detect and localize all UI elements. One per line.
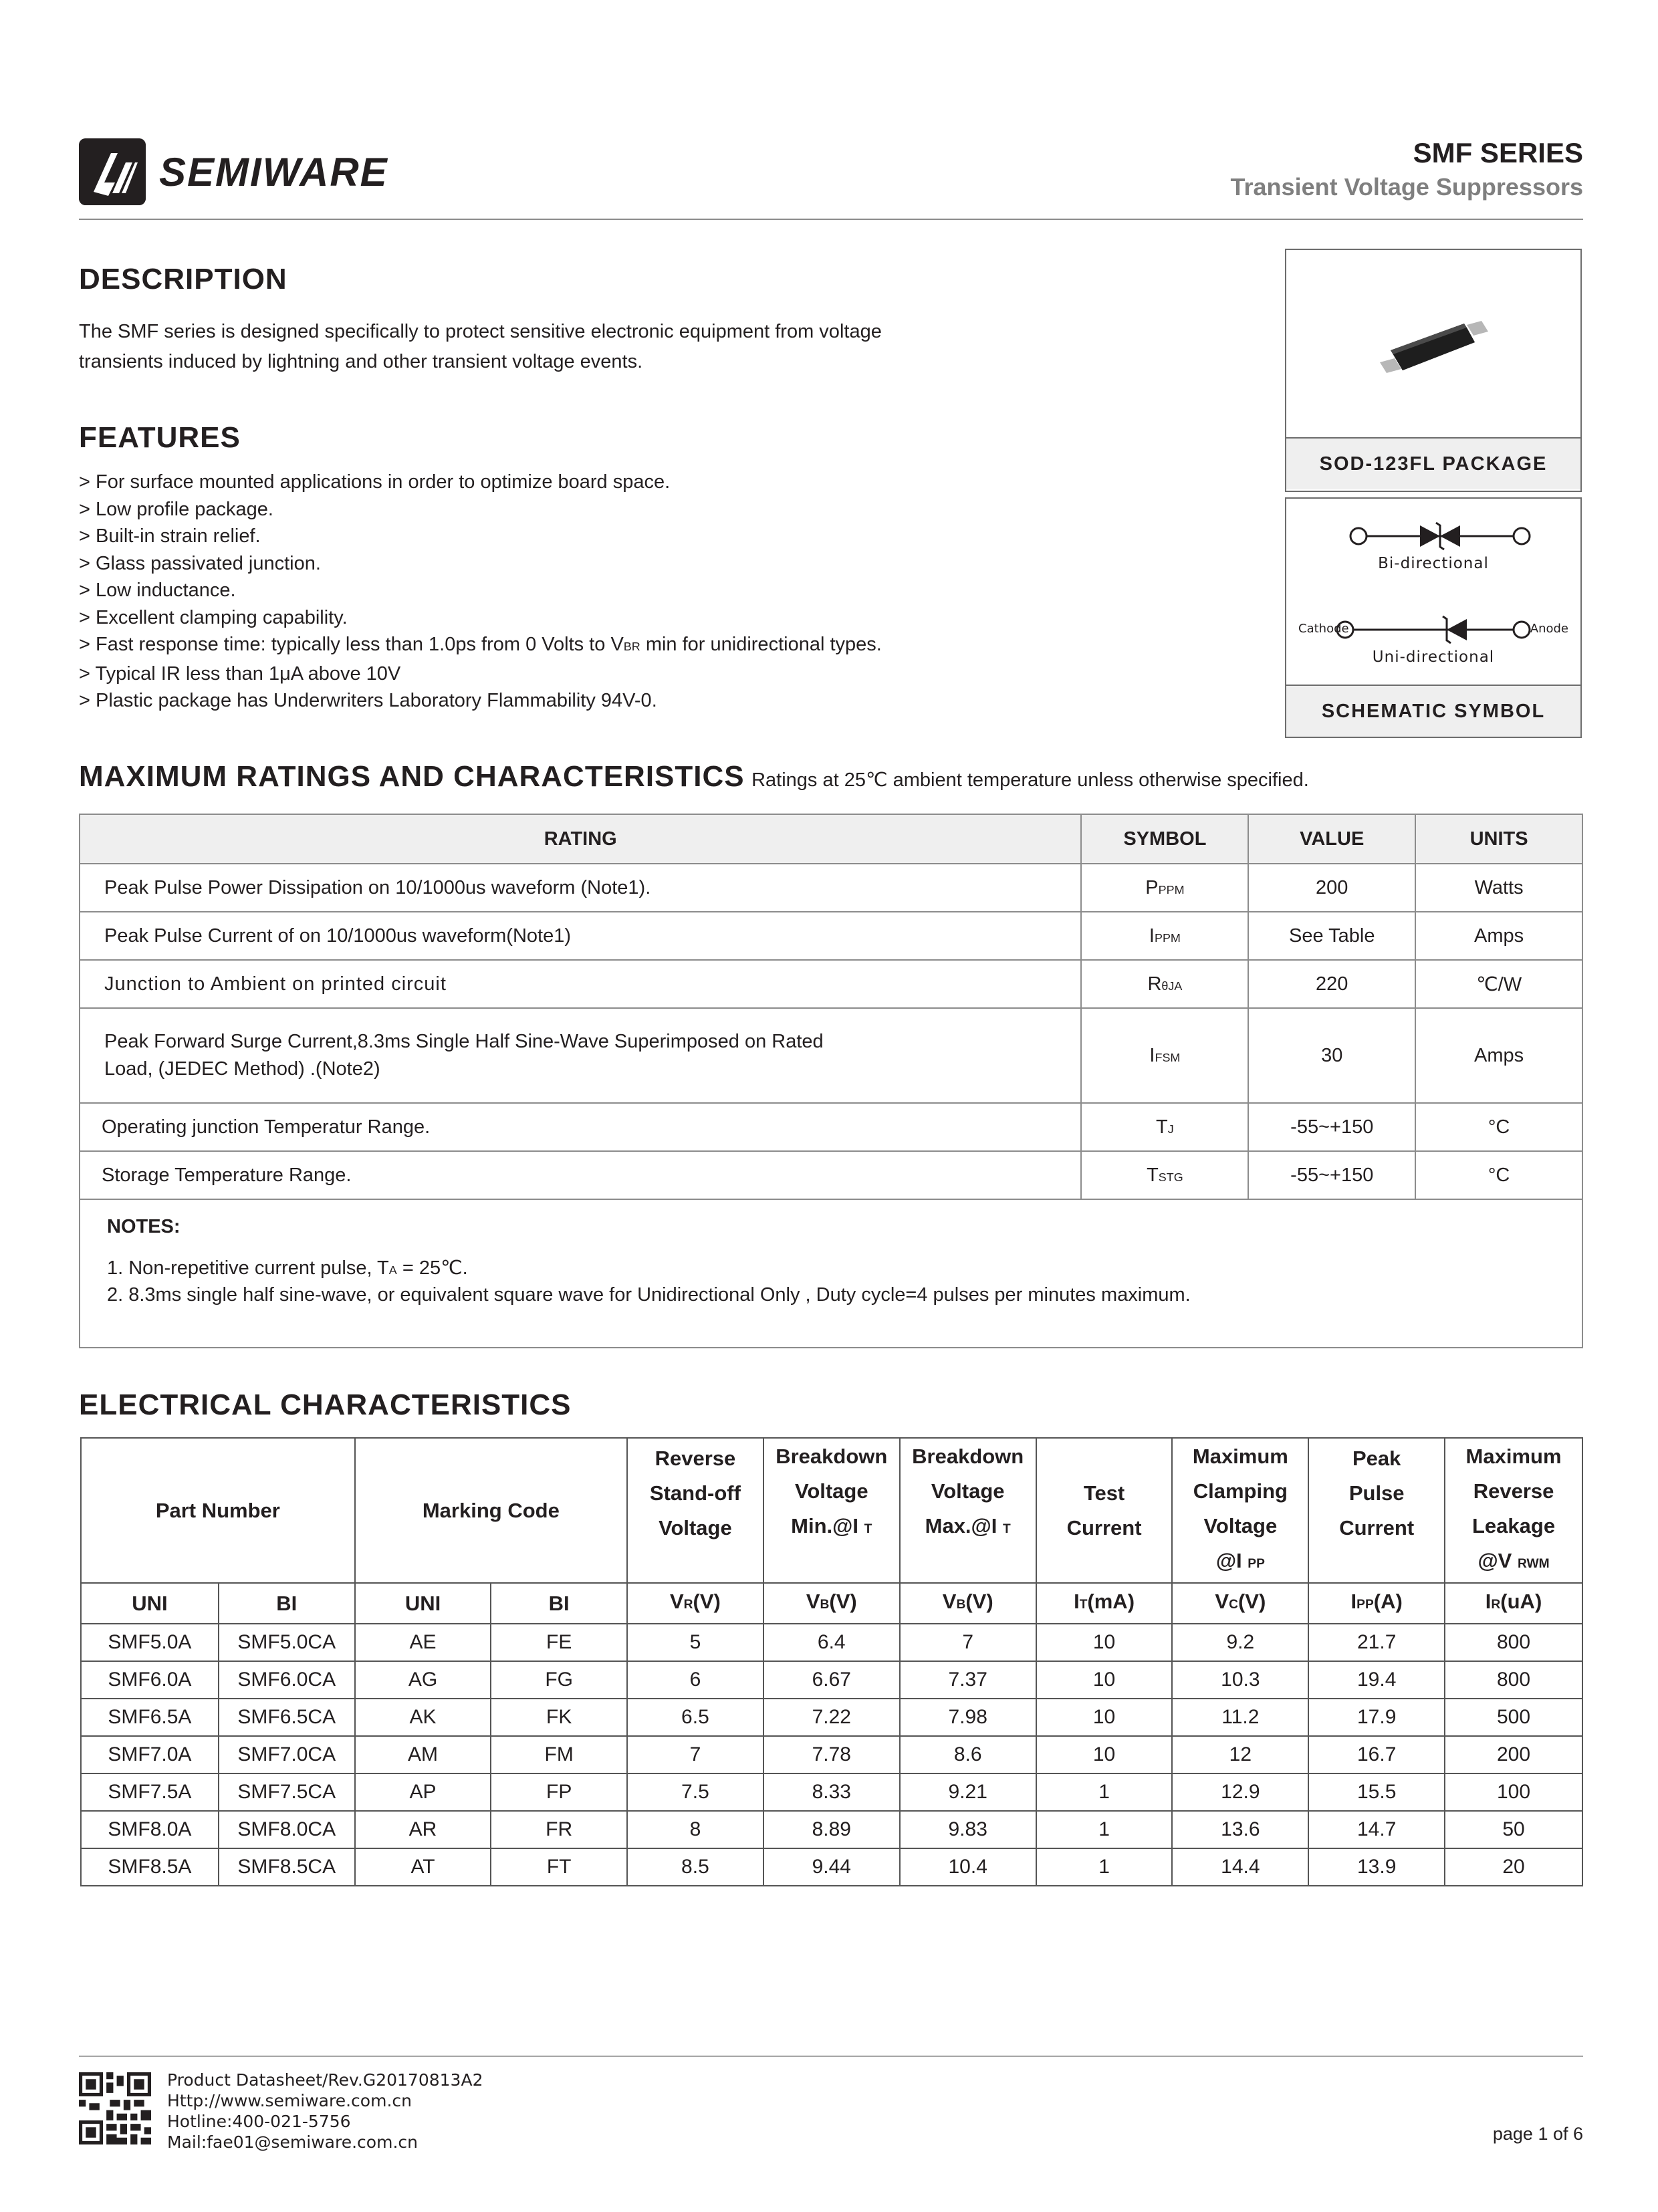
website-link[interactable]: Http://www.semiware.com.cn [167, 2091, 412, 2110]
symbol-cell: RθJA [1081, 960, 1248, 1008]
table-cell: 50 [1445, 1811, 1582, 1848]
package-box [1285, 249, 1582, 492]
feature-item: > Typical IR less than 1μA above 10V [79, 662, 401, 685]
table-cell: SMF8.0CA [219, 1811, 355, 1848]
table-cell: 500 [1445, 1699, 1582, 1736]
table-cell: SMF6.5CA [219, 1699, 355, 1736]
table-cell: SMF8.5CA [219, 1848, 355, 1886]
table-cell: 10 [1036, 1736, 1173, 1773]
table-cell: 10 [1036, 1699, 1173, 1736]
column-header: Reverse Stand-off Voltage [627, 1438, 763, 1583]
value-cell: 200 [1248, 864, 1415, 912]
table-subheader-row [81, 1583, 1582, 1624]
table-cell: 9.83 [900, 1811, 1036, 1848]
rating-cell: Storage Temperature Range. [80, 1151, 1081, 1199]
table-cell: AR [355, 1811, 491, 1848]
table-cell: 12.9 [1172, 1773, 1308, 1811]
description-heading: DESCRIPTION [79, 263, 287, 295]
table-cell: 6.67 [763, 1661, 900, 1699]
feature-item: > Plastic package has Underwriters Laboratory Flammability 94V-0. [79, 690, 657, 711]
table-cell: FM [491, 1736, 627, 1773]
table-cell: 8.33 [763, 1773, 900, 1811]
column-subheader: BI [219, 1583, 355, 1624]
feature-item: > Glass passivated junction. [79, 552, 321, 574]
features-heading: FEATURES [79, 421, 241, 454]
units-cell: Amps [1415, 1008, 1582, 1103]
note-item: 2. 8.3ms single half sine-wave, or equivalent square wave for Unidirectional Only , Duty cycle=4 pulses per minutes maximum. [107, 1284, 1191, 1306]
unit-header: IR(uA) [1445, 1583, 1582, 1624]
table-row [80, 864, 1582, 912]
unit-header: IPP(A) [1308, 1583, 1445, 1624]
table-cell: 8.5 [627, 1848, 763, 1886]
table-cell: FK [491, 1699, 627, 1736]
symbol-cell: TJ [1081, 1103, 1248, 1151]
table-cell: 17.9 [1308, 1699, 1445, 1736]
column-header: VALUE [1248, 814, 1415, 864]
column-header: Maximum Clamping Voltage @I PP [1172, 1438, 1308, 1583]
table-cell: 6.4 [763, 1624, 900, 1661]
value-cell: 220 [1248, 960, 1415, 1008]
table-cell: 16.7 [1308, 1736, 1445, 1773]
table-cell: 9.44 [763, 1848, 900, 1886]
table-cell: SMF6.0A [81, 1661, 219, 1699]
value-cell: 30 [1248, 1008, 1415, 1103]
table-cell: AK [355, 1699, 491, 1736]
qr-code-icon [79, 2072, 151, 2144]
symbol-cell: IFSM [1081, 1008, 1248, 1103]
column-subheader: UNI [355, 1583, 491, 1624]
table-cell: SMF6.0CA [219, 1661, 355, 1699]
electrical-heading: ELECTRICAL CHARACTERISTICS [79, 1388, 572, 1421]
table-cell: SMF8.5A [81, 1848, 219, 1886]
column-header: Maximum Reverse Leakage @V RWM [1445, 1438, 1582, 1583]
value-cell: See Table [1248, 912, 1415, 960]
table-cell: 11.2 [1172, 1699, 1308, 1736]
table-cell: 8.89 [763, 1811, 900, 1848]
email-link[interactable]: Mail:fae01@semiware.com.cn [167, 2132, 418, 2152]
table-row [81, 1736, 1582, 1773]
brand-name: SEMIWARE [159, 149, 388, 195]
table-cell: 12 [1172, 1736, 1308, 1773]
column-header: Peak Pulse Current [1308, 1438, 1445, 1583]
table-cell: 19.4 [1308, 1661, 1445, 1699]
notes-heading: NOTES: [107, 1216, 181, 1237]
table-cell: SMF7.0A [81, 1736, 219, 1773]
table-cell: 15.5 [1308, 1773, 1445, 1811]
value-cell: -55~+150 [1248, 1151, 1415, 1199]
column-header: UNITS [1415, 814, 1582, 864]
table-row [81, 1699, 1582, 1736]
feature-item: > Low inductance. [79, 580, 236, 601]
table-header-row [81, 1438, 1582, 1583]
table-cell: 8 [627, 1811, 763, 1848]
page-number: page 1 of 6 [1492, 2124, 1583, 2144]
table-cell: 13.6 [1172, 1811, 1308, 1848]
column-header: Test Current [1036, 1438, 1173, 1583]
table-row [80, 960, 1582, 1008]
table-cell: FE [491, 1624, 627, 1661]
cathode-label: Cathode [1298, 622, 1349, 636]
rating-cell: Peak Forward Surge Current,8.3ms Single Half Sine-Wave Superimposed on Rated Load, (JEDEC Method) .(Note2) [80, 1008, 1081, 1103]
table-cell: 7.37 [900, 1661, 1036, 1699]
max-ratings-note: Ratings at 25℃ ambient temperature unless otherwise specified. [751, 769, 1309, 791]
table-cell: 10.3 [1172, 1661, 1308, 1699]
table-cell: AE [355, 1624, 491, 1661]
notes-box [79, 1192, 1583, 1348]
table-cell: 5 [627, 1624, 763, 1661]
header-divider [79, 219, 1583, 220]
table-cell: 21.7 [1308, 1624, 1445, 1661]
table-cell: AM [355, 1736, 491, 1773]
rating-cell: Peak Pulse Current of on 10/1000us waveform(Note1) [80, 912, 1081, 960]
table-cell: AG [355, 1661, 491, 1699]
table-cell: 9.2 [1172, 1624, 1308, 1661]
datasheet-revision: Product Datasheet/Rev.G20170813A2 [167, 2070, 483, 2090]
unit-header: IT(mA) [1036, 1583, 1173, 1624]
unit-header: VC(V) [1172, 1583, 1308, 1624]
units-cell: ℃/W [1415, 960, 1582, 1008]
table-cell: AP [355, 1773, 491, 1811]
column-subheader: BI [491, 1583, 627, 1624]
table-cell: 10 [1036, 1661, 1173, 1699]
table-cell: FT [491, 1848, 627, 1886]
table-row [81, 1811, 1582, 1848]
table-cell: SMF7.5CA [219, 1773, 355, 1811]
rating-cell: Operating junction Temperatur Range. [80, 1103, 1081, 1151]
table-row [81, 1848, 1582, 1886]
table-cell: 200 [1445, 1736, 1582, 1773]
description-line: The SMF series is designed specifically to protect sensitive electronic equipment from voltage [79, 321, 882, 342]
max-ratings-table [79, 814, 1583, 1200]
units-cell: Watts [1415, 864, 1582, 912]
series-title: SMF SERIES [1413, 137, 1583, 168]
table-row [81, 1773, 1582, 1811]
table-row [81, 1624, 1582, 1661]
table-cell: 13.9 [1308, 1848, 1445, 1886]
rating-cell: Peak Pulse Power Dissipation on 10/1000us waveform (Note1). [80, 864, 1081, 912]
feature-item: > Built-in strain relief. [79, 525, 261, 547]
max-ratings-heading: MAXIMUM RATINGS AND CHARACTERISTICS [79, 760, 745, 793]
column-header: SYMBOL [1081, 814, 1248, 864]
table-cell: FP [491, 1773, 627, 1811]
table-cell: 14.4 [1172, 1848, 1308, 1886]
schematic-box [1285, 497, 1582, 738]
hotline-text: Hotline:400-021-5756 [167, 2112, 351, 2131]
table-cell: 1 [1036, 1811, 1173, 1848]
table-cell: 7.78 [763, 1736, 900, 1773]
feature-item: > Fast response time: typically less than 1.0ps from 0 Volts to VBR min for unidirectional types. [79, 634, 882, 655]
table-cell: 14.7 [1308, 1811, 1445, 1848]
anode-label: Anode [1530, 622, 1568, 636]
table-cell: 100 [1445, 1773, 1582, 1811]
package-image-icon [1367, 310, 1500, 390]
table-cell: 7 [900, 1624, 1036, 1661]
table-cell: 800 [1445, 1661, 1582, 1699]
rating-cell: Junction to Ambient on printed circuit [80, 960, 1081, 1008]
table-cell: SMF5.0A [81, 1624, 219, 1661]
electrical-table-body [81, 1624, 1582, 1886]
table-cell: 1 [1036, 1773, 1173, 1811]
table-cell: 10 [1036, 1624, 1173, 1661]
table-row [80, 1008, 1582, 1103]
unit-header: VB(V) [900, 1583, 1036, 1624]
footer-divider [79, 2056, 1583, 2057]
schematic-caption: SCHEMATIC SYMBOL [1286, 685, 1580, 737]
table-row [80, 1103, 1582, 1151]
table-cell: 20 [1445, 1848, 1582, 1886]
table-cell: 6 [627, 1661, 763, 1699]
table-cell: FR [491, 1811, 627, 1848]
table-cell: 7 [627, 1736, 763, 1773]
feature-item: > Excellent clamping capability. [79, 606, 348, 628]
value-cell: -55~+150 [1248, 1103, 1415, 1151]
table-cell: 7.22 [763, 1699, 900, 1736]
part-number-header: Part Number [81, 1438, 355, 1583]
semiware-logo [79, 138, 388, 205]
table-cell: 10.4 [900, 1848, 1036, 1886]
table-cell: SMF5.0CA [219, 1624, 355, 1661]
table-cell: SMF7.0CA [219, 1736, 355, 1773]
unit-header: VR(V) [627, 1583, 763, 1624]
column-header: Breakdown Voltage Max.@I T [900, 1438, 1036, 1583]
bi-directional-label: Bi-directional [1378, 555, 1489, 572]
table-cell: 9.21 [900, 1773, 1036, 1811]
table-cell: AT [355, 1848, 491, 1886]
table-row [80, 912, 1582, 960]
units-cell: Amps [1415, 912, 1582, 960]
series-header [1231, 137, 1583, 201]
electrical-table [80, 1437, 1583, 1886]
uni-directional-label: Uni-directional [1372, 648, 1495, 666]
table-cell: SMF6.5A [81, 1699, 219, 1736]
table-cell: SMF8.0A [81, 1811, 219, 1848]
note-item: 1. Non-repetitive current pulse, TA = 25℃. [107, 1257, 468, 1279]
table-row [81, 1661, 1582, 1699]
table-cell: 7.5 [627, 1773, 763, 1811]
table-header-row [80, 814, 1582, 864]
description-line: transients induced by lightning and other transient voltage events. [79, 351, 643, 372]
table-cell: 6.5 [627, 1699, 763, 1736]
table-cell: FG [491, 1661, 627, 1699]
symbol-cell: PPPM [1081, 864, 1248, 912]
semiware-logo-icon [79, 138, 146, 205]
description-text [79, 317, 882, 377]
units-cell: °C [1415, 1151, 1582, 1199]
units-cell: °C [1415, 1103, 1582, 1151]
unit-header: VB(V) [763, 1583, 900, 1624]
features-list [79, 469, 882, 715]
package-caption: SOD-123FL PACKAGE [1286, 437, 1580, 489]
footer-contact [167, 2070, 483, 2153]
column-header: Breakdown Voltage Min.@I T [763, 1438, 900, 1583]
table-cell: 800 [1445, 1624, 1582, 1661]
symbol-cell: TSTG [1081, 1151, 1248, 1199]
feature-item: > Low profile package. [79, 498, 273, 520]
feature-item: > For surface mounted applications in order to optimize board space. [79, 471, 671, 493]
table-cell: 1 [1036, 1848, 1173, 1886]
column-header: RATING [80, 814, 1081, 864]
column-subheader: UNI [81, 1583, 219, 1624]
marking-code-header: Marking Code [355, 1438, 627, 1583]
series-subtitle: Transient Voltage Suppressors [1230, 173, 1583, 201]
table-cell: 8.6 [900, 1736, 1036, 1773]
symbol-cell: IPPM [1081, 912, 1248, 960]
table-cell: SMF7.5A [81, 1773, 219, 1811]
table-cell: 7.98 [900, 1699, 1036, 1736]
max-ratings-title [79, 760, 1309, 793]
